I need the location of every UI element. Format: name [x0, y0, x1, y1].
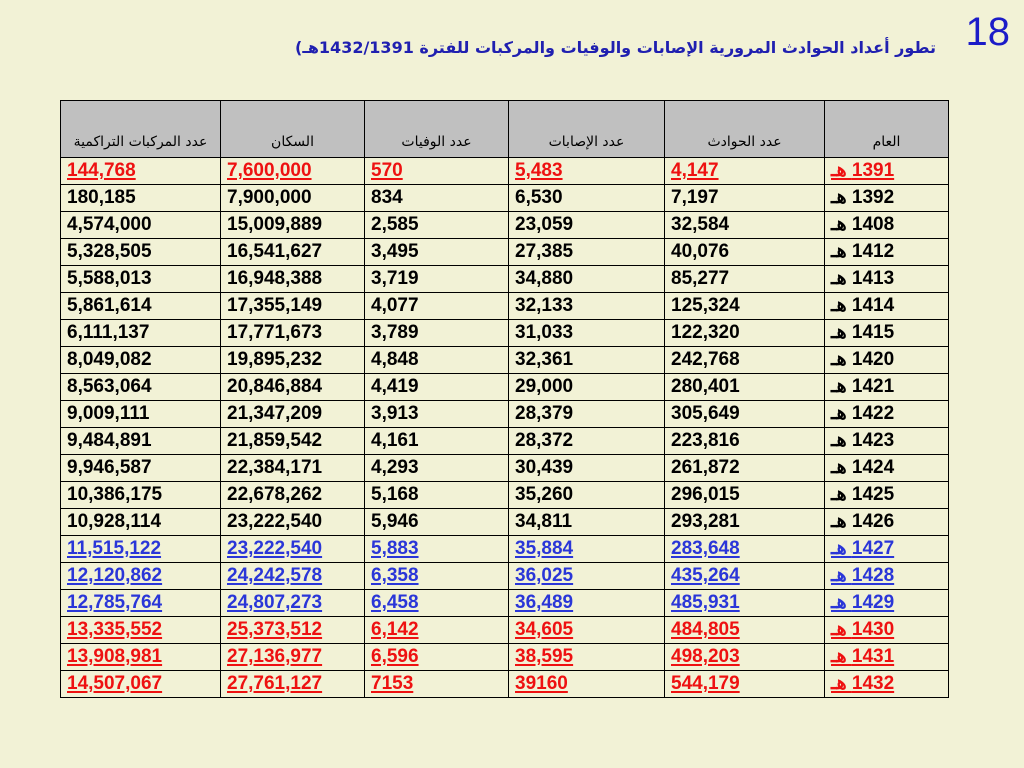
cell-vehicles: [61, 536, 221, 563]
accidents-value: 40,076: [671, 241, 730, 262]
header-accidents: عدد الحوادث: [665, 101, 825, 158]
deaths-value: 3,719: [371, 268, 419, 289]
cell-population: [221, 482, 365, 509]
accidents-value: 485,931: [671, 592, 740, 613]
header-deaths: عدد الوفيات: [365, 101, 509, 158]
year-value: 1426 هـ: [831, 511, 895, 532]
cell-year: [825, 266, 949, 293]
vehicles-value: 4,574,000: [67, 214, 152, 235]
injuries-value: 38,595: [515, 646, 574, 667]
cell-vehicles: [61, 158, 221, 185]
population-value: 16,948,388: [227, 268, 323, 289]
population-value: 17,771,673: [227, 322, 323, 343]
accidents-value: 7,197: [671, 187, 719, 208]
slide-title: تطور أعداد الحوادث المرورية الإصابات والوفيات والمركبات للفترة 1432/1391هـ): [295, 38, 936, 57]
deaths-value: 7153: [371, 673, 414, 694]
population-value: 16,541,627: [227, 241, 323, 262]
year-value: 1430 هـ: [831, 619, 895, 640]
cell-accidents: [665, 617, 825, 644]
deaths-value: 4,293: [371, 457, 419, 478]
cell-population: [221, 563, 365, 590]
table-row: [61, 293, 949, 320]
year-value: 1423 هـ: [831, 430, 895, 451]
cell-vehicles: [61, 239, 221, 266]
table-row: [61, 212, 949, 239]
year-value: 1408 هـ: [831, 214, 895, 235]
year-value: 1421 هـ: [831, 376, 895, 397]
cell-accidents: [665, 320, 825, 347]
table-row: [61, 509, 949, 536]
injuries-value: 35,260: [515, 484, 574, 505]
injuries-value: 34,605: [515, 619, 574, 640]
population-value: 20,846,884: [227, 376, 323, 397]
cell-deaths: [365, 536, 509, 563]
cell-deaths: [365, 509, 509, 536]
cell-accidents: [665, 158, 825, 185]
cell-injuries: [509, 158, 665, 185]
table-row: [61, 671, 949, 698]
vehicles-value: 8,563,064: [67, 376, 152, 397]
cell-deaths: [365, 158, 509, 185]
cell-deaths: [365, 266, 509, 293]
cell-injuries: [509, 590, 665, 617]
cell-year: [825, 401, 949, 428]
accidents-value: 305,649: [671, 403, 740, 424]
cell-vehicles: [61, 590, 221, 617]
cell-year: [825, 158, 949, 185]
cell-vehicles: [61, 185, 221, 212]
year-value: 1427 هـ: [831, 538, 895, 559]
year-value: 1420 هـ: [831, 349, 895, 370]
cell-year: [825, 347, 949, 374]
cell-deaths: [365, 293, 509, 320]
year-value: 1428 هـ: [831, 565, 895, 586]
deaths-value: 5,168: [371, 484, 419, 505]
year-value: 1432 هـ: [831, 673, 895, 694]
cell-year: [825, 455, 949, 482]
cell-deaths: [365, 590, 509, 617]
cell-vehicles: [61, 266, 221, 293]
cell-population: [221, 266, 365, 293]
injuries-value: 35,884: [515, 538, 574, 559]
cell-population: [221, 293, 365, 320]
injuries-value: 28,372: [515, 430, 574, 451]
vehicles-value: 10,928,114: [67, 511, 162, 532]
cell-injuries: [509, 347, 665, 374]
cell-deaths: [365, 482, 509, 509]
cell-injuries: [509, 239, 665, 266]
cell-population: [221, 212, 365, 239]
cell-year: [825, 212, 949, 239]
vehicles-value: 9,009,111: [67, 403, 150, 424]
cell-population: [221, 347, 365, 374]
vehicles-value: 5,588,013: [67, 268, 152, 289]
cell-accidents: [665, 347, 825, 374]
cell-year: [825, 320, 949, 347]
deaths-value: 5,883: [371, 538, 419, 559]
injuries-value: 23,059: [515, 214, 574, 235]
cell-accidents: [665, 536, 825, 563]
injuries-value: 28,379: [515, 403, 574, 424]
cell-population: [221, 644, 365, 671]
cell-vehicles: [61, 293, 221, 320]
population-value: 7,600,000: [227, 160, 312, 181]
accidents-value: 223,816: [671, 430, 740, 451]
cell-accidents: [665, 671, 825, 698]
accidents-value: 85,277: [671, 268, 730, 289]
injuries-value: 6,530: [515, 187, 563, 208]
cell-year: [825, 293, 949, 320]
cell-deaths: [365, 428, 509, 455]
cell-accidents: [665, 266, 825, 293]
vehicles-value: 144,768: [67, 160, 136, 181]
header-injuries: عدد الإصابات: [509, 101, 665, 158]
accidents-value: 544,179: [671, 673, 740, 694]
vehicles-value: 10,386,175: [67, 484, 163, 505]
cell-vehicles: [61, 347, 221, 374]
table-row: [61, 617, 949, 644]
population-value: 21,347,209: [227, 403, 323, 424]
accidents-value: 296,015: [671, 484, 740, 505]
cell-vehicles: [61, 644, 221, 671]
cell-year: [825, 509, 949, 536]
cell-year: [825, 590, 949, 617]
table-row: [61, 401, 949, 428]
accidents-value: 261,872: [671, 457, 740, 478]
table-row: [61, 455, 949, 482]
deaths-value: 834: [371, 187, 403, 208]
cell-injuries: [509, 185, 665, 212]
cell-injuries: [509, 374, 665, 401]
cell-injuries: [509, 455, 665, 482]
population-value: 7,900,000: [227, 187, 312, 208]
cell-injuries: [509, 293, 665, 320]
cell-population: [221, 671, 365, 698]
cell-deaths: [365, 401, 509, 428]
year-value: 1392 هـ: [831, 187, 895, 208]
population-value: 24,807,273: [227, 592, 323, 613]
vehicles-value: 180,185: [67, 187, 136, 208]
accidents-value: 293,281: [671, 511, 740, 532]
injuries-value: 30,439: [515, 457, 574, 478]
cell-year: [825, 374, 949, 401]
table-row: [61, 590, 949, 617]
year-value: 1422 هـ: [831, 403, 895, 424]
traffic-statistics-table: [60, 100, 949, 698]
cell-vehicles: [61, 428, 221, 455]
injuries-value: 36,489: [515, 592, 574, 613]
injuries-value: 32,133: [515, 295, 574, 316]
deaths-value: 6,142: [371, 619, 419, 640]
cell-accidents: [665, 428, 825, 455]
cell-population: [221, 617, 365, 644]
cell-year: [825, 482, 949, 509]
cell-population: [221, 239, 365, 266]
cell-injuries: [509, 401, 665, 428]
accidents-value: 484,805: [671, 619, 740, 640]
cell-deaths: [365, 347, 509, 374]
cell-year: [825, 563, 949, 590]
deaths-value: 3,913: [371, 403, 419, 424]
population-value: 15,009,889: [227, 214, 323, 235]
table-row: [61, 428, 949, 455]
cell-population: [221, 509, 365, 536]
accidents-value: 4,147: [671, 160, 719, 181]
cell-accidents: [665, 185, 825, 212]
cell-population: [221, 185, 365, 212]
cell-deaths: [365, 617, 509, 644]
cell-population: [221, 158, 365, 185]
population-value: 25,373,512: [227, 619, 323, 640]
deaths-value: 4,419: [371, 376, 419, 397]
header-population: السكان: [221, 101, 365, 158]
accidents-value: 498,203: [671, 646, 740, 667]
cell-injuries: [509, 563, 665, 590]
table-row: [61, 266, 949, 293]
cell-accidents: [665, 509, 825, 536]
deaths-value: 2,585: [371, 214, 419, 235]
injuries-value: 27,385: [515, 241, 574, 262]
population-value: 23,222,540: [227, 511, 323, 532]
cell-deaths: [365, 239, 509, 266]
deaths-value: 6,358: [371, 565, 419, 586]
year-value: 1414 هـ: [831, 295, 895, 316]
vehicles-value: 11,515,122: [67, 538, 162, 559]
population-value: 24,242,578: [227, 565, 323, 586]
population-value: 17,355,149: [227, 295, 323, 316]
cell-accidents: [665, 212, 825, 239]
deaths-value: 6,596: [371, 646, 419, 667]
cell-injuries: [509, 212, 665, 239]
cell-accidents: [665, 455, 825, 482]
deaths-value: 570: [371, 160, 403, 181]
year-value: 1391 هـ: [831, 160, 895, 181]
header-year: العام: [825, 101, 949, 158]
accidents-value: 283,648: [671, 538, 740, 559]
cell-vehicles: [61, 212, 221, 239]
accidents-value: 435,264: [671, 565, 740, 586]
injuries-value: 34,880: [515, 268, 574, 289]
table-row: [61, 185, 949, 212]
vehicles-value: 5,861,614: [67, 295, 152, 316]
cell-injuries: [509, 320, 665, 347]
cell-deaths: [365, 671, 509, 698]
cell-accidents: [665, 590, 825, 617]
injuries-value: 5,483: [515, 160, 563, 181]
population-value: 27,136,977: [227, 646, 323, 667]
year-value: 1413 هـ: [831, 268, 895, 289]
cell-population: [221, 536, 365, 563]
cell-accidents: [665, 482, 825, 509]
table-row: [61, 374, 949, 401]
accidents-value: 122,320: [671, 322, 740, 343]
year-value: 1415 هـ: [831, 322, 895, 343]
cell-deaths: [365, 185, 509, 212]
cell-population: [221, 320, 365, 347]
vehicles-value: 9,946,587: [67, 457, 152, 478]
cell-vehicles: [61, 401, 221, 428]
deaths-value: 6,458: [371, 592, 419, 613]
population-value: 23,222,540: [227, 538, 323, 559]
cell-year: [825, 239, 949, 266]
cell-injuries: [509, 509, 665, 536]
cell-injuries: [509, 428, 665, 455]
cell-deaths: [365, 563, 509, 590]
table-row: [61, 347, 949, 374]
year-value: 1431 هـ: [831, 646, 895, 667]
injuries-value: 29,000: [515, 376, 574, 397]
injuries-value: 34,811: [515, 511, 573, 532]
cell-year: [825, 644, 949, 671]
population-value: 21,859,542: [227, 430, 323, 451]
cell-accidents: [665, 239, 825, 266]
year-value: 1424 هـ: [831, 457, 895, 478]
cell-year: [825, 617, 949, 644]
cell-injuries: [509, 482, 665, 509]
cell-vehicles: [61, 509, 221, 536]
table-row: [61, 239, 949, 266]
table-body: [61, 158, 949, 698]
cell-year: [825, 536, 949, 563]
cell-population: [221, 428, 365, 455]
vehicles-value: 6,111,137: [67, 322, 150, 343]
cell-population: [221, 374, 365, 401]
injuries-value: 32,361: [515, 349, 574, 370]
cell-accidents: [665, 563, 825, 590]
table-header-row: [61, 101, 949, 158]
table-row: [61, 158, 949, 185]
vehicles-value: 13,335,552: [67, 619, 163, 640]
population-value: 22,384,171: [227, 457, 323, 478]
table-row: [61, 482, 949, 509]
slide-number: 18: [965, 10, 1010, 54]
deaths-value: 4,848: [371, 349, 419, 370]
vehicles-value: 12,785,764: [67, 592, 163, 613]
injuries-value: 31,033: [515, 322, 574, 343]
cell-accidents: [665, 293, 825, 320]
cell-population: [221, 455, 365, 482]
year-value: 1429 هـ: [831, 592, 895, 613]
cell-vehicles: [61, 455, 221, 482]
cell-vehicles: [61, 617, 221, 644]
cell-deaths: [365, 455, 509, 482]
vehicles-value: 9,484,891: [67, 430, 152, 451]
cell-vehicles: [61, 482, 221, 509]
deaths-value: 3,789: [371, 322, 419, 343]
cell-vehicles: [61, 671, 221, 698]
cell-injuries: [509, 617, 665, 644]
accidents-value: 32,584: [671, 214, 730, 235]
population-value: 22,678,262: [227, 484, 323, 505]
cell-deaths: [365, 644, 509, 671]
year-value: 1412 هـ: [831, 241, 895, 262]
vehicles-value: 8,049,082: [67, 349, 152, 370]
cell-accidents: [665, 644, 825, 671]
header-vehicles: عدد المركبات التراكمية: [61, 101, 221, 158]
injuries-value: 39160: [515, 673, 568, 694]
table-row: [61, 644, 949, 671]
injuries-value: 36,025: [515, 565, 574, 586]
population-value: 27,761,127: [227, 673, 323, 694]
cell-accidents: [665, 374, 825, 401]
population-value: 19,895,232: [227, 349, 323, 370]
cell-injuries: [509, 671, 665, 698]
cell-year: [825, 428, 949, 455]
vehicles-value: 13,908,981: [67, 646, 163, 667]
cell-population: [221, 401, 365, 428]
cell-deaths: [365, 320, 509, 347]
vehicles-value: 14,507,067: [67, 673, 163, 694]
vehicles-value: 12,120,862: [67, 565, 163, 586]
cell-vehicles: [61, 374, 221, 401]
cell-population: [221, 590, 365, 617]
cell-injuries: [509, 266, 665, 293]
deaths-value: 4,077: [371, 295, 419, 316]
cell-injuries: [509, 536, 665, 563]
cell-year: [825, 671, 949, 698]
accidents-value: 242,768: [671, 349, 740, 370]
cell-vehicles: [61, 320, 221, 347]
accidents-value: 280,401: [671, 376, 740, 397]
table-row: [61, 320, 949, 347]
deaths-value: 5,946: [371, 511, 419, 532]
accidents-value: 125,324: [671, 295, 740, 316]
table-row: [61, 536, 949, 563]
deaths-value: 3,495: [371, 241, 419, 262]
cell-accidents: [665, 401, 825, 428]
cell-vehicles: [61, 563, 221, 590]
cell-injuries: [509, 644, 665, 671]
cell-deaths: [365, 212, 509, 239]
cell-deaths: [365, 374, 509, 401]
deaths-value: 4,161: [371, 430, 419, 451]
year-value: 1425 هـ: [831, 484, 895, 505]
cell-year: [825, 185, 949, 212]
vehicles-value: 5,328,505: [67, 241, 152, 262]
table-row: [61, 563, 949, 590]
